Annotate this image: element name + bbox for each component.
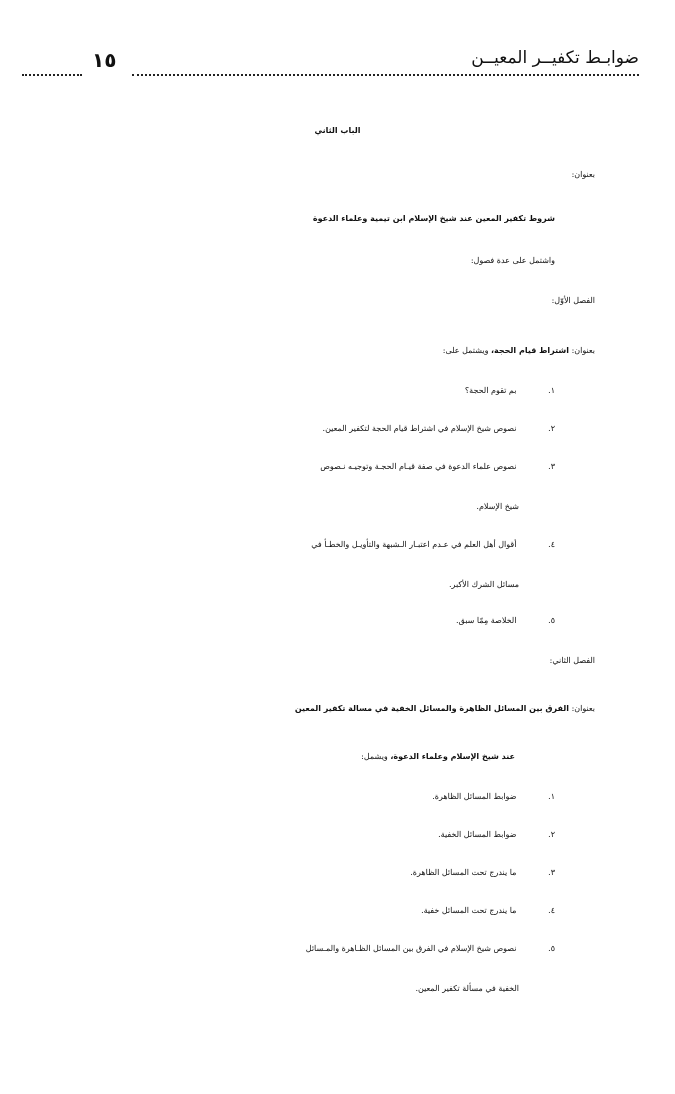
list-item <box>0 462 555 471</box>
list-item-text: ضوابط المسائل الظاهرة. <box>432 792 517 801</box>
section2-title-line2 <box>0 752 515 761</box>
list-item-continuation: شيخ الإسلام. <box>476 502 519 511</box>
section2-title-suffix: ويشمل: <box>361 752 388 761</box>
list-item <box>0 868 555 877</box>
main-title: شروط تكفير المعين عند شيخ الإسلام ابن تيمية وعلماء الدعوة <box>312 214 555 223</box>
header-dotted-rule-left <box>22 74 82 76</box>
section2-title-bold-2: عند شيخ الإسلام وعلماء الدعوة، <box>390 752 515 761</box>
list-item <box>0 792 555 801</box>
running-header-title: ضوابـط تكفيــر المعيــن <box>471 48 639 68</box>
list-item-number: ٥. <box>548 616 555 625</box>
list-item <box>0 386 555 395</box>
list-item-number: ٤. <box>548 540 555 549</box>
list-item-text: الخلاصة مِمّا سبق. <box>456 616 517 625</box>
list-item <box>0 424 555 433</box>
list-item-number: ٢. <box>548 830 555 839</box>
list-item-text: أقوال أهل العلم في عـدم اعتبـار الـشبهة والتأويـل والخطـأ في <box>311 540 517 549</box>
section2-title-prefix: بعنوان: <box>571 704 595 713</box>
list-item <box>0 906 555 915</box>
section1-title-bold: اشتراط قيام الحجة، <box>491 346 570 355</box>
intro-label: بعنوان: <box>571 170 595 179</box>
running-header <box>22 44 639 84</box>
list-item-text: ضوابط المسائل الخفية. <box>438 830 517 839</box>
list-item-number: ١. <box>548 792 555 801</box>
list-item-number: ٣. <box>548 868 555 877</box>
list-item-text: ما يندرج تحت المسائل الظاهرة. <box>410 868 517 877</box>
list-item-continuation: الخفية في مسألة تكفير المعين. <box>415 984 519 993</box>
section2-title <box>0 704 595 713</box>
list-item-text: نصوص شيخ الإسلام في اشتراط قيام الحجة لتكفير المعين. <box>322 424 517 433</box>
list-item-number: ٤. <box>548 906 555 915</box>
section2-label: الفصل الثاني: <box>549 656 595 665</box>
list-item-continuation: مسائل الشرك الأكبر. <box>449 580 519 589</box>
list-item-text: نصوص شيخ الإسلام في الفرق بين المسائل الظـاهرة والمـسائل <box>305 944 517 953</box>
list-item <box>0 616 555 625</box>
header-dotted-rule <box>132 74 639 76</box>
section2-title-bold: الفرق بين المسائل الظاهرة والمسائل الخفية في مسالة تكفير المعين <box>294 704 570 713</box>
page-number: ١٥ <box>92 48 117 72</box>
section1-label: الفصل الأوّل: <box>551 296 595 305</box>
chapter-title: الباب الثاني <box>314 126 361 135</box>
section1-title-prefix: بعنوان: <box>571 346 595 355</box>
list-item-text: نصوص علماء الدعوة في صفة قيـام الحجـة وتوجيـه نـصوص <box>320 462 517 471</box>
section1-title-suffix: ويشتمل على: <box>442 346 489 355</box>
list-item-number: ٥. <box>548 944 555 953</box>
list-item-number: ٣. <box>548 462 555 471</box>
section1-title <box>0 346 595 355</box>
list-item <box>0 944 555 953</box>
list-item-number: ١. <box>548 386 555 395</box>
list-item-text: ما يندرج تحت المسائل خفية. <box>421 906 517 915</box>
list-item-number: ٢. <box>548 424 555 433</box>
contains-line: واشتمل على عدة فصول: <box>470 256 555 265</box>
list-item <box>0 830 555 839</box>
list-item-text: بم تقوم الحجة؟ <box>464 386 517 395</box>
list-item <box>0 540 555 549</box>
